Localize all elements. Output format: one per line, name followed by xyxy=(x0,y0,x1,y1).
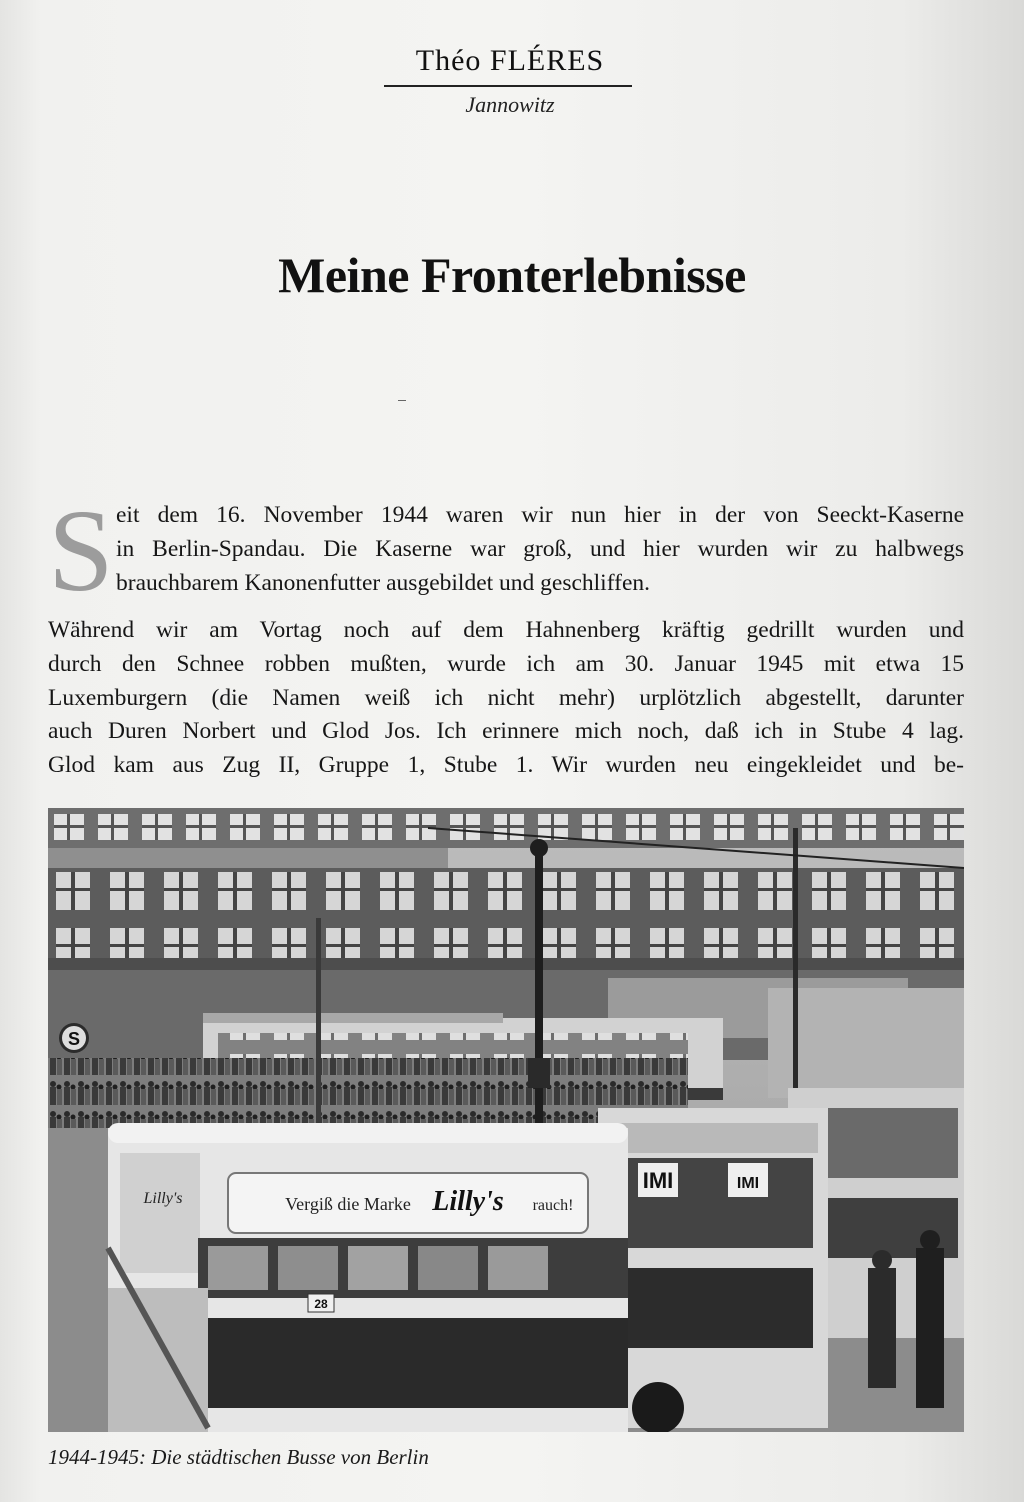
bus-3-ad: IMI xyxy=(736,1175,760,1192)
paragraph-1-line-1: eit dem 16. November 1944 waren wir nun hier in der von Seeckt-Kaserne xyxy=(116,502,964,528)
author-first-name: Théo xyxy=(415,44,482,77)
bus-ad-prefix: Vergiß die Marke xyxy=(285,1194,411,1214)
chapter-title: Meine Fronterlebnisse xyxy=(278,247,746,303)
bus-side-brand: Lilly's xyxy=(143,1190,183,1207)
photo-illustration xyxy=(48,808,964,1432)
photo-caption: 1944-1945: Die städtischen Busse von Berlin xyxy=(48,1445,429,1469)
paragraph-1-line-2: in Berlin-Spandau. Die Kaserne war groß, und hier wurden wir zu halbwegs xyxy=(116,536,964,562)
paragraph-2-line-3: Luxemburgern (die Namen weiß ich nicht mehr) urplötzlich abgestellt, darunter xyxy=(48,685,964,711)
paragraph-2-line-2: durch den Schnee robben mußten, wurde ich am 30. Januar 1945 mit etwa 15 xyxy=(48,651,964,677)
author-name xyxy=(380,44,640,78)
author-underline xyxy=(384,85,632,87)
bus-2-ad: IMI xyxy=(642,1168,674,1193)
paragraph-2-line-5: Glod kam aus Zug II, Gruppe 1, Stube 1. Wir wurden neu eingekleidet und be- xyxy=(48,752,964,778)
bus-ad-brand: Lilly's xyxy=(432,1186,504,1217)
bus-number: 28 xyxy=(314,1297,328,1311)
street-photo xyxy=(48,808,964,1432)
author-last-name: FLÉRES xyxy=(489,44,605,77)
paragraph-2-line-4: auch Duren Norbert und Glod Jos. Ich erinnere mich noch, daß ich in Stube 4 lag. xyxy=(48,718,964,744)
drop-cap: S xyxy=(48,485,114,616)
paragraph-1-line-3: brauchbarem Kanonenfutter ausgebildet und geschliffen. xyxy=(116,570,650,596)
small-mark xyxy=(398,400,406,401)
paragraph-2-line-1: Während wir am Vortag noch auf dem Hahnenberg kräftig gedrillt wurden und xyxy=(48,617,964,643)
author-place: Jannowitz xyxy=(465,92,555,117)
s-bahn-sign: S xyxy=(67,1029,81,1049)
bus-ad-suffix: rauch! xyxy=(532,1197,574,1214)
